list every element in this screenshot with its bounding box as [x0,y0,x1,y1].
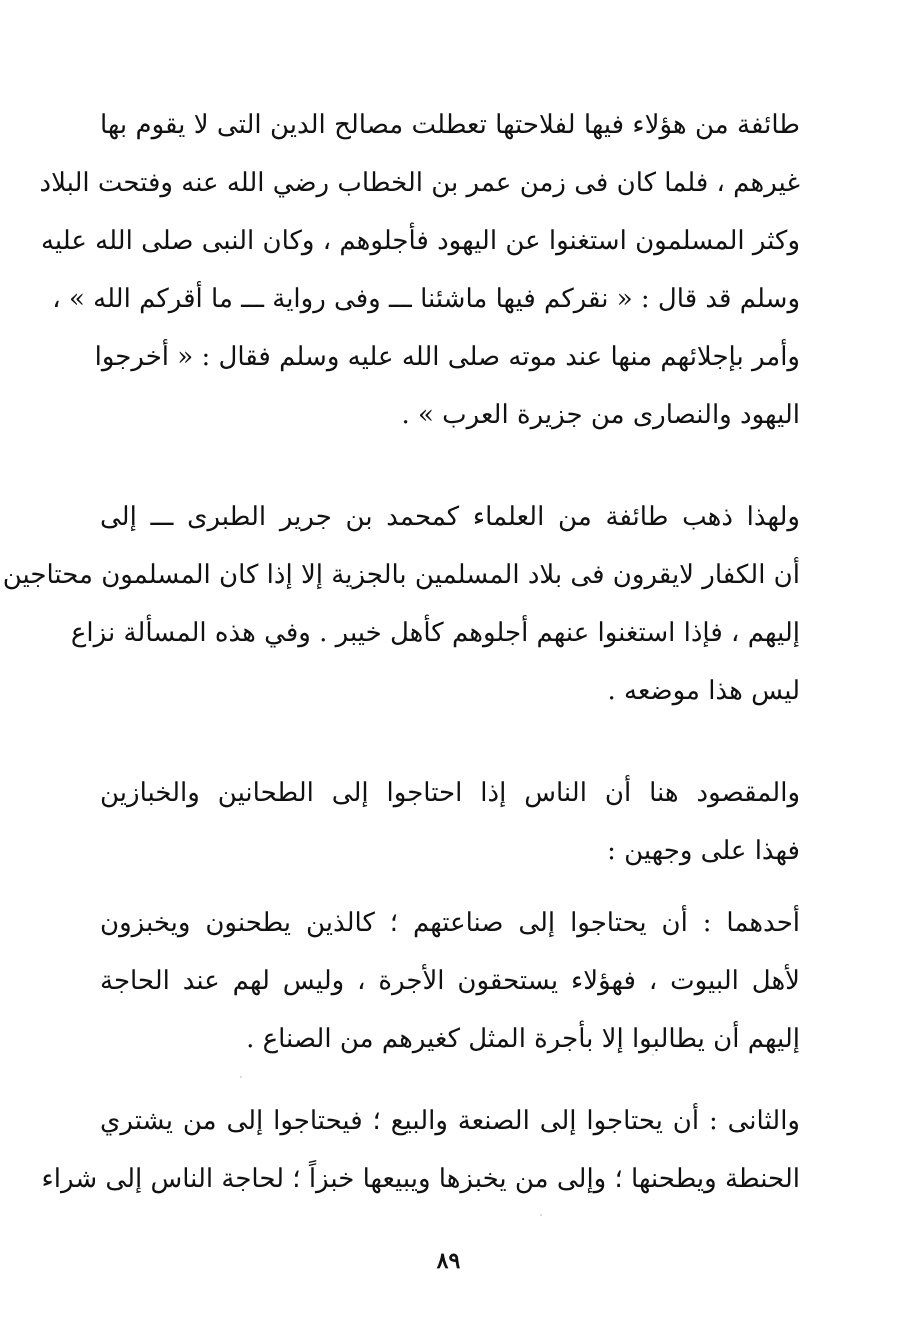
paragraph-line: والمقصود هنا أن الناس إذا احتاجوا إلى الطحانين والخبازين [100,778,800,808]
paragraph-line: أحدهما : أن يحتاجوا إلى صناعتهم ؛ كالذين يطحنون ويخبزون [100,908,800,938]
paragraph-line: طائفة من هؤلاء فيها لفلاحتها تعطلت مصالح الدين التى لا يقوم بها [100,110,800,140]
paragraph-line: والثانى : أن يحتاجوا إلى الصنعة والبيع ؛ فيحتاجوا إلى من يشتري [100,1106,800,1136]
paragraph-line: لأهل البيوت ، فهؤلاء يستحقون الأجرة ، وليس لهم عند الحاجة [100,966,800,996]
paragraph-4 [100,894,800,1068]
paragraph-line: فهذا على وجهين : [607,836,800,866]
paragraph-line: وسلم قد قال : « نقركم فيها ماشئنا ـــ وفى رواية ـــ ما أقركم الله » ، [52,284,800,314]
paragraph-line: إليهم ، فإذا استغنوا عنهم أجلوهم كأهل خيبر . وفي هذه المسألة نزاع [70,618,800,648]
scan-speck [652,1054,654,1056]
paragraph-line: ولهذا ذهب طائفة من العلماء كمحمد بن جرير الطبرى ـــ إلى [100,502,800,532]
paragraph-2 [2,488,800,720]
paragraph-line: الحنطة ويطحنها ؛ وإلى من يخبزها ويبيعها خبزاً ؛ لحاجة الناس إلى شراء [41,1164,800,1194]
paragraph-line: اليهود والنصارى من جزيرة العرب » . [401,400,800,430]
paragraph-line: غيرهم ، فلما كان فى زمن عمر بن الخطاب رضي الله عنه وفتحت البلاد [39,168,800,198]
paragraph-line: ليس هذا موضعه . [607,676,800,706]
paragraph-line: أن الكفار لايقرون فى بلاد المسلمين بالجزية إلا إذا كان المسلمون محتاجين [2,560,800,590]
paragraph-line: إليهم أن يطالبوا إلا بأجرة المثل كغيرهم من الصناع . [246,1024,800,1054]
scan-speck [240,1076,242,1078]
paragraph-3 [100,764,800,880]
page-number: ٨٩ [436,1248,461,1274]
scan-speck [540,1214,542,1216]
paragraph-5 [41,1092,800,1208]
paragraph-line: وأمر بإجلائهم منها عند موته صلى الله عليه وسلم فقال : « أخرجوا [94,342,800,372]
paragraph-line: وكثر المسلمون استغنوا عن اليهود فأجلوهم ، وكان النبى صلى الله عليه [40,226,800,256]
paragraph-1 [39,96,800,444]
